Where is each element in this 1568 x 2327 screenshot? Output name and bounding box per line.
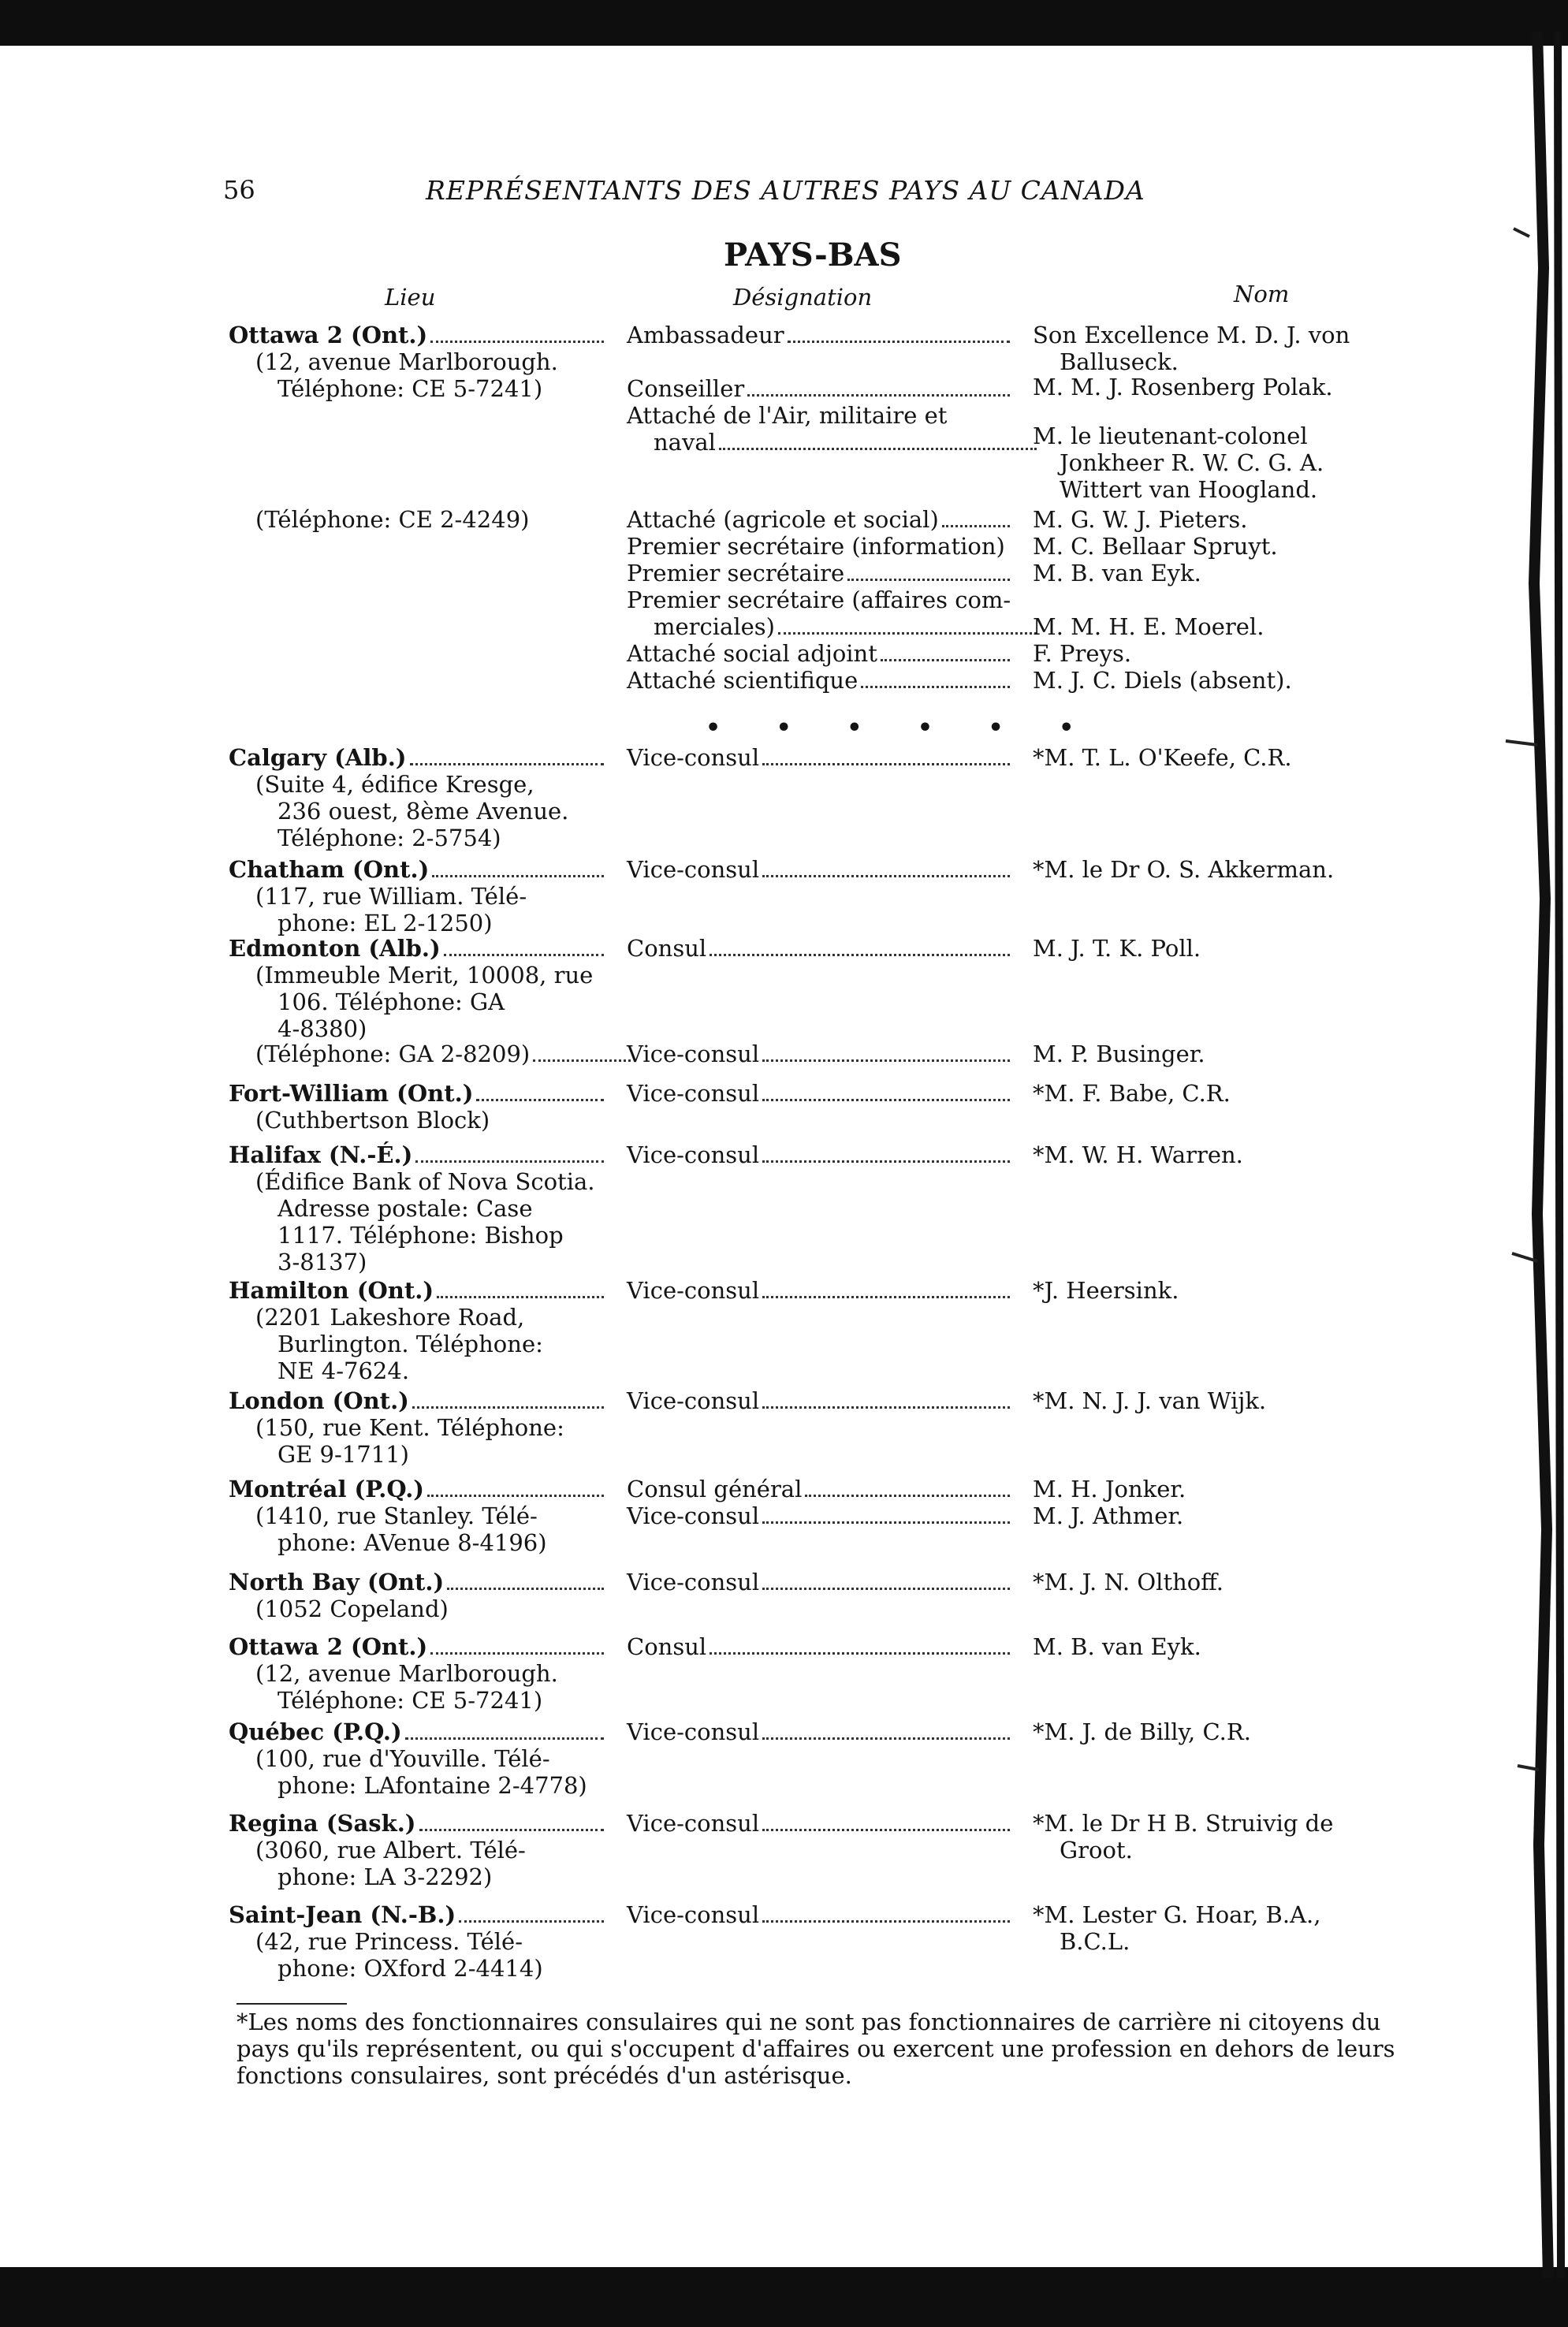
- consulate-place: Montréal (P.Q.): [229, 1476, 425, 1502]
- consulate-place: Ottawa 2 (Ont.): [229, 1633, 428, 1660]
- consulate-nom: M. J. T. K. Poll.: [1033, 935, 1201, 962]
- consulate-address-line: (12, avenue Marlborough.: [255, 1660, 558, 1687]
- embassy-phone-2: (Téléphone: CE 2-4249): [255, 506, 530, 533]
- consulate-designation: Vice-consul: [627, 856, 760, 883]
- consulate-nom: *M. N. J. J. van Wijk.: [1033, 1387, 1267, 1414]
- consulate-place: Québec (P.Q.): [229, 1718, 402, 1745]
- consulate-address-line: Téléphone: CE 5-7241): [277, 1687, 543, 1714]
- consulate-address-line: 4-8380): [277, 1015, 367, 1042]
- consulate-address-line: 1117. Téléphone: Bishop: [277, 1222, 564, 1249]
- consulate-address-line: 236 ouest, 8ème Avenue.: [277, 798, 569, 825]
- consulate-designation: Vice-consul: [627, 1080, 760, 1107]
- consulate-place: Halifax (N.-É.): [229, 1141, 413, 1168]
- footnote-rule: [237, 2003, 347, 2005]
- section-title: PAYS-BAS: [724, 236, 902, 274]
- consulate-nom: *M. F. Babe, C.R.: [1033, 1080, 1231, 1107]
- consulate-nom: *M. T. L. O'Keefe, C.R.: [1033, 744, 1292, 771]
- consulate-nom: M. B. van Eyk.: [1033, 1633, 1201, 1660]
- consulate-designation: Vice-consul: [627, 1502, 760, 1529]
- consulate-nom: M. J. Athmer.: [1033, 1502, 1184, 1529]
- consulate-address-line: Burlington. Téléphone:: [277, 1331, 543, 1357]
- column-header-designation: Désignation: [733, 284, 873, 311]
- scan-border-bottom: [0, 2267, 1568, 2327]
- column-header-lieu: Lieu: [385, 284, 436, 311]
- consulate-place: Fort-William (Ont.): [229, 1080, 474, 1107]
- consulate-place: London (Ont.): [229, 1387, 409, 1414]
- consulate-address-line: (1052 Copeland): [255, 1595, 449, 1622]
- nom-row: Son Excellence M. D. J. von: [1033, 322, 1350, 348]
- consulate-address-line: (3060, rue Albert. Télé-: [255, 1837, 526, 1863]
- consulate-address-line: phone: AVenue 8-4196): [277, 1529, 547, 1556]
- consulate-address-line: phone: EL 2-1250): [277, 910, 493, 936]
- consulate-address-line: phone: LA 3-2292): [277, 1863, 493, 1890]
- consulate-designation: Vice-consul: [627, 1810, 760, 1837]
- consulate-nom: B.C.L.: [1060, 1928, 1130, 1955]
- consulate-address-line: 3-8137): [277, 1249, 367, 1275]
- consulate-address-line: (42, rue Princess. Télé-: [255, 1928, 523, 1955]
- consulate-designation: Vice-consul: [627, 744, 760, 771]
- consulate-designation: Vice-consul: [627, 1718, 760, 1745]
- book-binding-edge: [1482, 32, 1568, 2278]
- consulate-place: Chatham (Ont.): [229, 856, 430, 883]
- consulate-place: Saint-Jean (N.-B.): [229, 1901, 456, 1928]
- consulate-nom: Groot.: [1060, 1837, 1133, 1863]
- consulate-address-line: phone: OXford 2-4414): [277, 1955, 543, 1982]
- running-title: REPRÉSENTANTS DES AUTRES PAYS AU CANADA: [426, 175, 1145, 206]
- column-header-nom: Nom: [1234, 281, 1290, 307]
- scan-border-top: [0, 0, 1568, 46]
- embassy-address: (12, avenue Marlborough.: [255, 348, 558, 375]
- page-number: 56: [223, 175, 255, 205]
- footnote: *Les noms des fonctionnaires consulaires qui ne sont pas fonctionnaires de carrière ni citoyens du pays qu'ils représentent, ou qui s'occupent d'affaires ou exercent une profession en dehors de leurs fonctions consulaires, sont précédés d'un astérisque.: [237, 2009, 1395, 2089]
- consulate-address-line: GE 9-1711): [277, 1441, 409, 1468]
- consulate-designation: Vice-consul: [627, 1141, 760, 1168]
- consulate-place: Edmonton (Alb.): [229, 935, 441, 962]
- consulate-nom: *M. le Dr O. S. Akkerman.: [1033, 856, 1335, 883]
- consulate-address-line: (150, rue Kent. Téléphone:: [255, 1414, 564, 1441]
- embassy-place: Ottawa 2 (Ont.): [229, 322, 428, 348]
- section-separator: • • • • • •: [706, 714, 1098, 742]
- designation-row: Ambassadeur: [627, 322, 1013, 348]
- consulate-address-line: Adresse postale: Case: [277, 1195, 533, 1222]
- consulate-designation: Vice-consul: [627, 1041, 760, 1067]
- consulate-designation: Consul général: [627, 1476, 803, 1502]
- consulate-place: North Bay (Ont.): [229, 1569, 445, 1595]
- consulate-designation: Consul: [627, 935, 707, 962]
- consulate-nom: M. P. Businger.: [1033, 1041, 1205, 1067]
- embassy-phone: Téléphone: CE 5-7241): [277, 375, 543, 402]
- consulate-place: Hamilton (Ont.): [229, 1277, 434, 1304]
- consulate-designation: Vice-consul: [627, 1387, 760, 1414]
- consulate-nom: *M. Lester G. Hoar, B.A.,: [1033, 1901, 1321, 1928]
- consulate-nom: *M. le Dr H B. Struivig de: [1033, 1810, 1334, 1837]
- consulate-address-line: (1410, rue Stanley. Télé-: [255, 1502, 538, 1529]
- consulate-address-line: (Immeuble Merit, 10008, rue: [255, 962, 594, 989]
- consulate-nom: *M. J. de Billy, C.R.: [1033, 1718, 1251, 1745]
- consulate-address-line: NE 4-7624.: [277, 1357, 410, 1384]
- consulate-designation: Vice-consul: [627, 1277, 760, 1304]
- consulate-place: Regina (Sask.): [229, 1810, 416, 1837]
- consulate-address-line: (Suite 4, édifice Kresge,: [255, 771, 534, 798]
- consulate-address-line: phone: LAfontaine 2-4778): [277, 1772, 587, 1799]
- consulate-address-line: Téléphone: 2-5754): [277, 825, 501, 851]
- consulate-nom: *M. J. N. Olthoff.: [1033, 1569, 1224, 1595]
- consulate-address-line: (2201 Lakeshore Road,: [255, 1304, 525, 1331]
- consulate-designation: Vice-consul: [627, 1901, 760, 1928]
- consulate-address-line: (100, rue d'Youville. Télé-: [255, 1745, 550, 1772]
- consulate-address-line: (Édifice Bank of Nova Scotia.: [255, 1168, 595, 1195]
- consulate-nom: *M. W. H. Warren.: [1033, 1141, 1243, 1168]
- consulate-designation: Consul: [627, 1633, 707, 1660]
- consulate-nom: M. H. Jonker.: [1033, 1476, 1186, 1502]
- consulate-address-line: (Cuthbertson Block): [255, 1107, 490, 1134]
- consulate-designation: Vice-consul: [627, 1569, 760, 1595]
- consulate-address-line: 106. Téléphone: GA: [277, 989, 505, 1015]
- consulate-place: (Téléphone: GA 2-8209): [255, 1041, 531, 1067]
- consulate-place: Calgary (Alb.): [229, 744, 407, 771]
- consulate-address-line: (117, rue William. Télé-: [255, 883, 527, 910]
- consulate-nom: *J. Heersink.: [1033, 1277, 1179, 1304]
